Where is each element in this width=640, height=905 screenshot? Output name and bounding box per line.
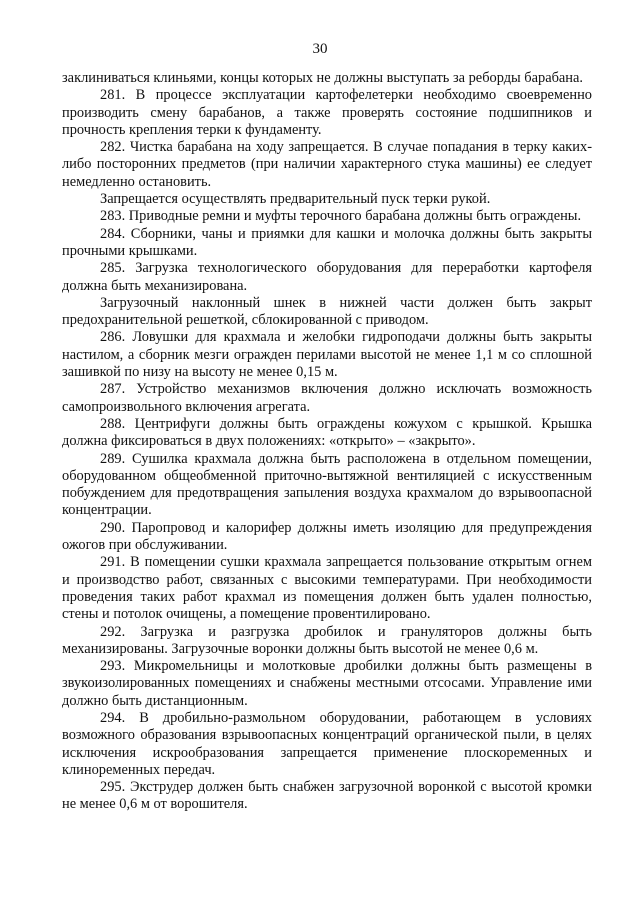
paragraph: 284. Сборники, чаны и приямки для кашки и молочка должны быть закрыты прочными крышками. <box>62 225 592 259</box>
paragraph: 281. В процессе эксплуатации картофелетерки необходимо своевременно производить смену барабанов, а также проверять состояние подшипников и прочность крепления терки к фундаменту. <box>62 87 592 138</box>
paragraph: 289. Сушилка крахмала должна быть расположена в отдельном помещении, оборудованном общеобменной приточно-вытяжной вентиляцией с искусственным побуждением для предотвращения запыления воздуха крахмалом до взрывоопасной концентрации. <box>62 450 592 519</box>
paragraph: 285. Загрузка технологического оборудования для переработки картофеля должна быть механизирована. <box>62 260 592 294</box>
paragraph: 290. Паропровод и калорифер должны иметь изоляцию для предупреждения ожогов при обслуживании. <box>62 519 592 554</box>
paragraph: Запрещается осуществлять предварительный пуск терки рукой. <box>100 191 491 208</box>
paragraph: 287. Устройство механизмов включения должно исключать возможность самопроизвольного включения агрегата. <box>62 381 592 415</box>
paragraph: Загрузочный наклонный шнек в нижней части должен быть закрыт предохранительной решеткой, сблокированной с приводом. <box>62 294 592 329</box>
paragraph: заклиниваться клиньями, концы которых не должны выступать за реборды барабана. <box>62 70 583 86</box>
document-body <box>62 70 592 814</box>
paragraph: 286. Ловушки для крахмала и желобки гидроподачи должны быть закрыты настилом, а сборник мезги огражден перилами высотой не менее 1,1 м со сплошной зашивкой по низу на высоту не менее 0,15 м. <box>62 329 592 381</box>
paragraph: 293. Микромельницы и молотковые дробилки должны быть размещены в звукоизолированных помещениях и снабжены местными отсосами. Управление ими должно быть дистанционным. <box>62 658 592 709</box>
paragraph: 283. Приводные ремни и муфты терочного барабана должны быть ограждены. <box>100 208 582 225</box>
paragraph: 288. Центрифуги должны быть ограждены кожухом с крышкой. Крышка должна фиксироваться в двух положениях: «открыто» – «закрыто». <box>62 415 592 450</box>
paragraph: 295. Экструдер должен быть снабжен загрузочной воронкой с высотой кромки не менее 0,6 м от ворошителя. <box>62 779 592 813</box>
paragraph: 294. В дробильно-размольном оборудовании, работающем в условиях возможного образования взрывоопасных концентраций органической пыли, в целях исключения искрообразования запрещается применение плоскоременных и клиноременных передач. <box>62 709 592 778</box>
paragraph: 292. Загрузка и разгрузка дробилок и грануляторов должны быть механизированы. Загрузочные воронки должны быть высотой не менее 0,6 м. <box>62 623 592 657</box>
paragraph: 282. Чистка барабана на ходу запрещается. В случае попадания в терку каких-либо посторонних предметов (при наличии характерного стука машины) ее следует немедленно остановить. <box>62 139 592 190</box>
page-number: 30 <box>312 41 328 57</box>
paragraph: 291. В помещении сушки крахмала запрещается пользование открытым огнем и производство работ, связанных с высокими температурами. При необходимости проведения таких работ крахмал из помещения должен быть удален полностью, стены и потолок очищены, а помещение провентилировано. <box>62 554 592 623</box>
